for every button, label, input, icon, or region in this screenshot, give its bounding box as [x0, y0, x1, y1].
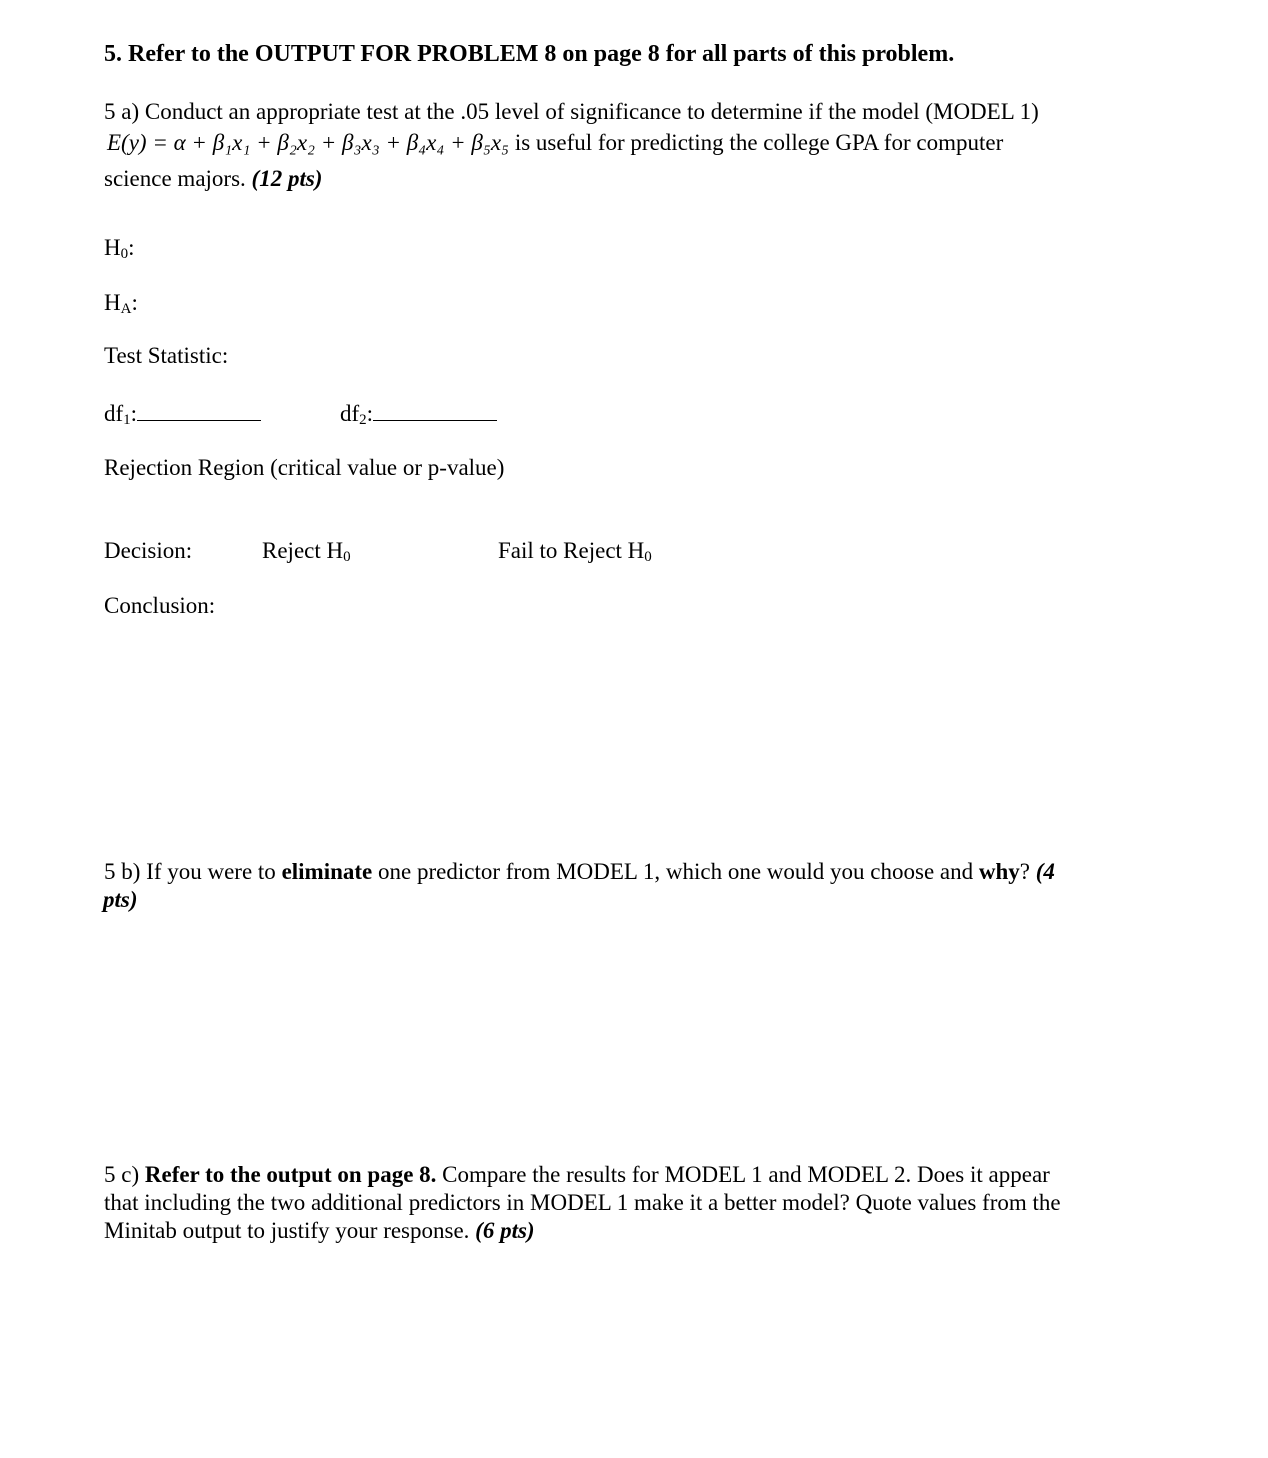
part-b-line2	[103, 886, 138, 914]
df1-field: df1:	[104, 400, 261, 434]
part-a-line2-rest: is useful for predicting the college GPA for computer	[509, 130, 1004, 155]
model-equation: E(y) = α + β₁x₁ + β₂x₂ + β₃x₃ + β₄x₄ + β₅x₅	[107, 130, 510, 155]
df1-label: df	[104, 401, 124, 426]
h0-label: H0:	[104, 235, 135, 262]
part-a-points: (12 pts)	[251, 166, 323, 191]
part-b-pre: 5 b) If you were to	[104, 859, 282, 884]
part-b-why: why	[978, 859, 1020, 884]
df2-field: df2:	[340, 400, 497, 434]
df1-blank[interactable]	[137, 400, 261, 421]
part-b-eliminate: eliminate	[281, 859, 373, 884]
part-b-question-mark: ?	[1019, 859, 1036, 884]
part-c-line2: that including the two additional predictors in MODEL 1 make it a better model? Quote values from the	[104, 1190, 1061, 1215]
fail-to-reject-h0-option[interactable]	[498, 537, 652, 571]
ha-label: HA:	[104, 290, 138, 317]
df2-blank[interactable]	[373, 400, 497, 421]
fail-to-reject-h0-subscript: 0	[644, 549, 652, 565]
part-a-line3-text: science majors.	[104, 166, 252, 191]
part-c-refer: Refer to the output on page 8.	[144, 1162, 437, 1187]
part-c-line1-rest: Compare the results for MODEL 1 and MODEL 2. Does it appear	[436, 1162, 1050, 1187]
ha-subscript: A	[120, 301, 132, 317]
part-c-line3-text: Minitab output to justify your response.	[104, 1218, 476, 1243]
df1-subscript: 1	[123, 412, 131, 428]
df2-label: df	[340, 401, 360, 426]
h0-subscript: 0	[120, 246, 129, 262]
reject-h0-text: Reject H	[262, 538, 344, 563]
part-b-points-1: (4	[1035, 859, 1055, 884]
rejection-region-label: Rejection Region (critical value or p-value)	[104, 455, 505, 480]
fail-to-reject-h0-text: Fail to Reject H	[498, 538, 645, 563]
df2-subscript: 2	[359, 412, 367, 428]
reject-h0-option[interactable]	[262, 537, 351, 571]
part-b-line1	[104, 858, 1055, 886]
ha-letter: H	[104, 290, 121, 315]
part-c-line1	[104, 1161, 1050, 1189]
part-a-line2	[107, 129, 1003, 157]
test-statistic-label: Test Statistic:	[104, 343, 229, 368]
part-a-line1: 5 a) Conduct an appropriate test at the .05 level of significance to determine if the model (MODEL 1)	[104, 99, 1039, 124]
part-a-line3	[104, 165, 322, 193]
part-c-line3	[104, 1217, 535, 1245]
part-c-points: (6 pts)	[475, 1218, 535, 1243]
part-b-mid: one predictor from MODEL 1, which one would you choose and	[372, 859, 979, 884]
h0-letter: H	[104, 235, 121, 260]
decision-label: Decision:	[104, 538, 193, 563]
conclusion-label: Conclusion:	[104, 593, 216, 618]
problem-title: 5. Refer to the OUTPUT FOR PROBLEM 8 on page 8 for all parts of this problem.	[104, 41, 955, 67]
part-b-points-2: pts)	[103, 887, 138, 912]
part-c-pre: 5 c)	[104, 1162, 145, 1187]
reject-h0-subscript: 0	[343, 549, 351, 565]
